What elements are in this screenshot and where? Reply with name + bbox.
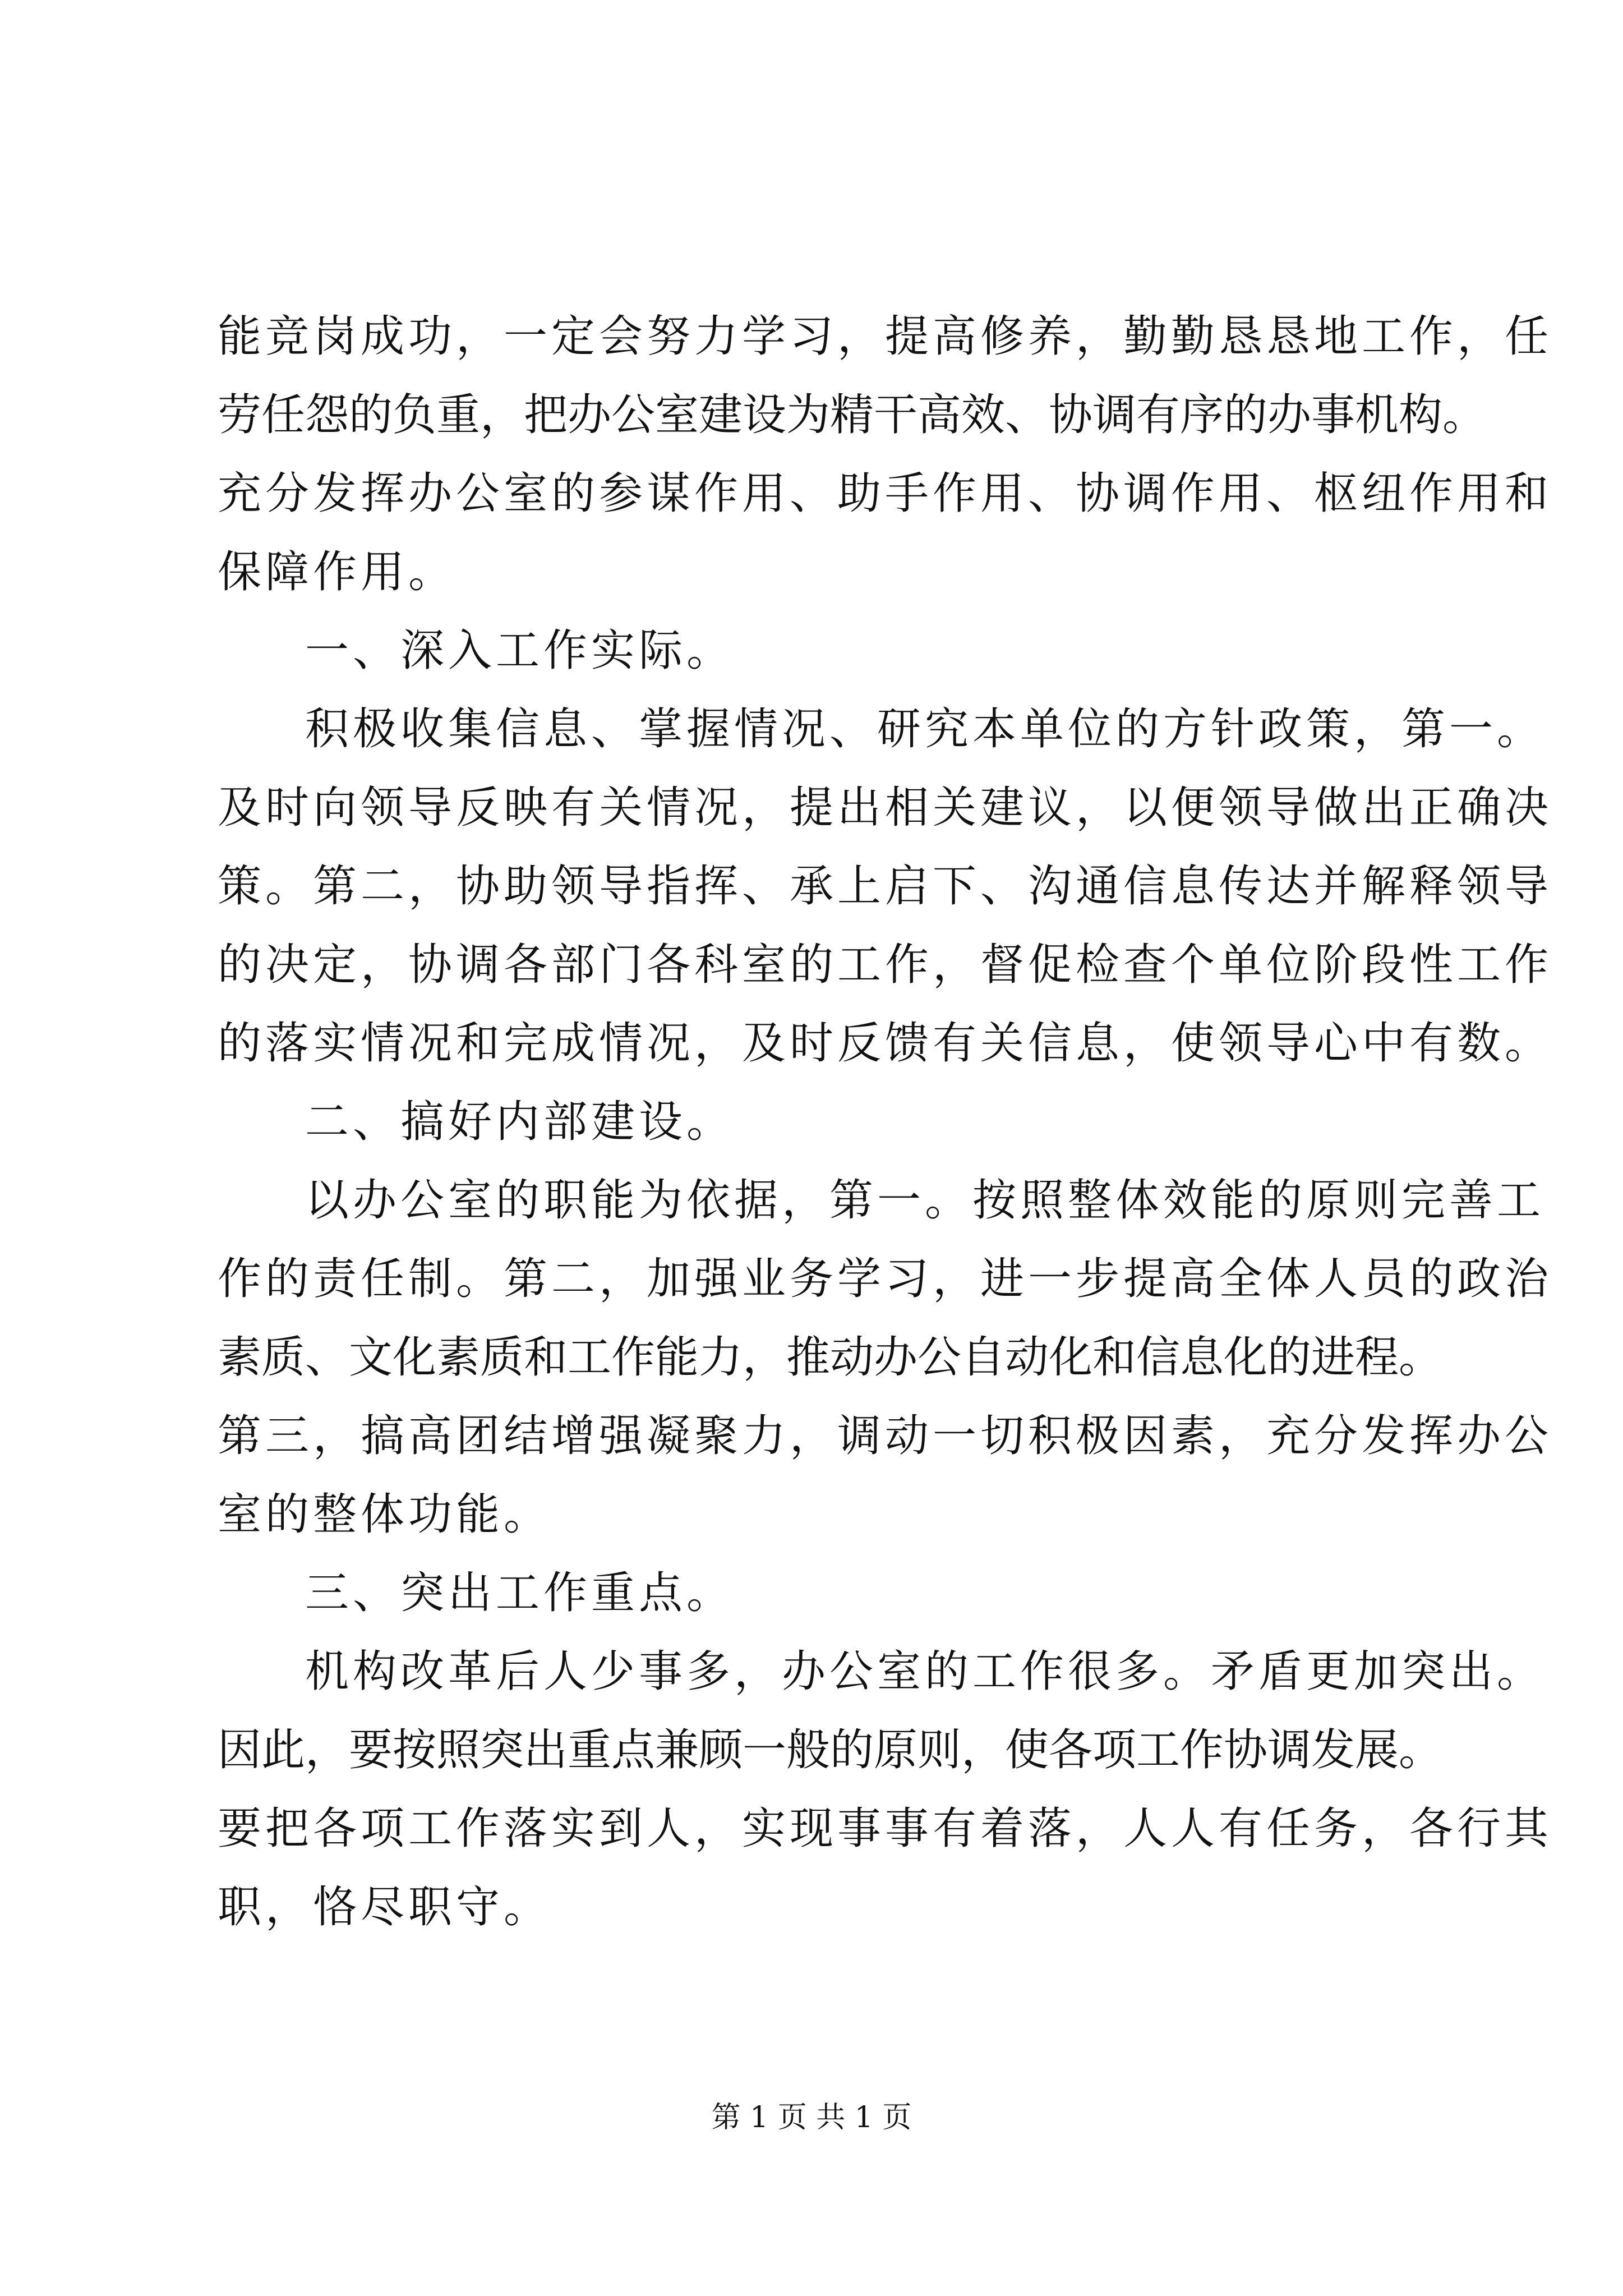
body-line: 劳任怨的负重，把办公室建设为精干高效、协调有序的办事机构。	[218, 390, 1487, 440]
body-line: 及时向领导反映有关情况，提出相关建议，以便领导做出正确决	[218, 783, 1553, 833]
section-heading: 三、突出工作重点。	[305, 1568, 735, 1618]
section-heading: 二、搞好内部建设。	[305, 1097, 735, 1147]
paragraph-first-line: 机构改革后人少事多，办公室的工作很多。矛盾更加突出。	[305, 1646, 1545, 1697]
document-body	[218, 297, 1553, 1947]
page-number-footer: 第 1 页 共 1 页	[711, 2101, 912, 2134]
body-line: 能竞岗成功，一定会努力学习，提高修养，勤勤恳恳地工作，任	[218, 311, 1553, 362]
body-line: 要把各项工作落实到人，实现事事有着落，人人有任务，各行其	[218, 1803, 1553, 1854]
body-line: 素质、文化素质和工作能力，推动办公自动化和信息化的进程。	[218, 1332, 1443, 1383]
body-line: 充分发挥办公室的参谋作用、助手作用、协调作用、枢纽作用和	[218, 468, 1553, 519]
body-line: 策。第二，协助领导指挥、承上启下、沟通信息传达并解释领导	[218, 861, 1553, 912]
section-heading: 一、深入工作实际。	[305, 625, 735, 676]
paragraph-first-line: 以办公室的职能为依据，第一。按照整体效能的原则完善工	[305, 1175, 1545, 1226]
body-line: 保障作用。	[218, 547, 457, 597]
body-line: 因此，要按照突出重点兼顾一般的原则，使各项工作协调发展。	[218, 1725, 1443, 1775]
body-line: 第三，搞高团结增强凝聚力，调动一切积极因素，充分发挥办公	[218, 1411, 1553, 1461]
body-line: 作的责任制。第二，加强业务学习，进一步提高全体人员的政治	[218, 1254, 1553, 1304]
body-line: 室的整体功能。	[218, 1489, 552, 1540]
body-line: 的决定，协调各部门各科室的工作，督促检查个单位阶段性工作	[218, 940, 1553, 990]
body-line: 职，恪尽职守。	[218, 1882, 552, 1932]
paragraph-first-line: 积极收集信息、掌握情况、研究本单位的方针政策，第一。	[305, 704, 1545, 754]
body-line: 的落实情况和完成情况，及时反馈有关信息，使领导心中有数。	[218, 1018, 1553, 1069]
